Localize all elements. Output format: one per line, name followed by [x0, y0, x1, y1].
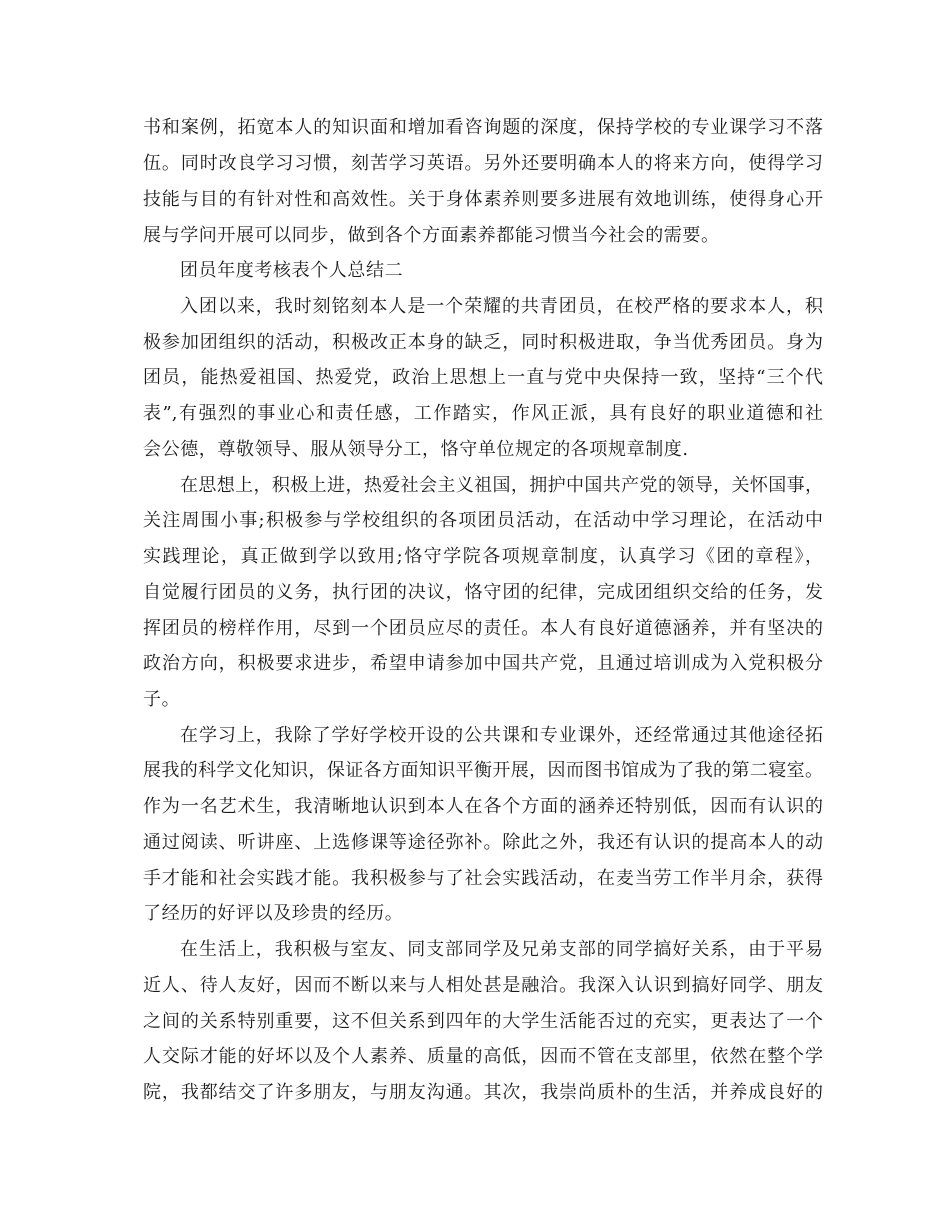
- text-line: 在学习上，我除了学好学校开设的公共课和专业课外，还经常通过其他途径拓: [180, 725, 823, 746]
- text-line: 会公德，尊敬领导、服从领导分工，恪守单位规定的各项规章制度.: [143, 439, 689, 460]
- section-heading: 团员年度考核表个人总结二: [180, 260, 404, 281]
- text-line: 人交际才能的好坏以及个人素养、质量的高低，因而不管在支部里，依然在整个学: [143, 1046, 823, 1067]
- text-line: 表”,有强烈的事业心和责任感，工作踏实，作风正派，具有良好的职业道德和社: [143, 403, 823, 424]
- text-line: 在思想上，积极上进，热爱社会主义祖国，拥护中国共产党的领导，关怀国事，: [180, 475, 823, 496]
- text-line: 展与学问开展可以同步，做到各个方面素养都能习惯当今社会的需要。: [143, 225, 720, 246]
- text-line: 挥团员的榜样作用，尽到一个团员应尽的责任。本人有良好道德涵养，并有坚决的: [143, 618, 823, 639]
- text-line: 了经历的好评以及珍贵的经历。: [143, 903, 404, 924]
- text-line: 之间的关系特别重要，这不但关系到四年的大学生活能否过的充实，更表达了一个: [143, 1011, 823, 1032]
- text-line: 展我的科学文化知识，保证各方面知识平衡开展，因而图书馆成为了我的第二寝室。: [143, 760, 823, 781]
- text-line: 通过阅读、听讲座、上选修课等途径弥补。除此之外，我还有认识的提高本人的动: [143, 832, 823, 853]
- text-line: 书和案例，拓宽本人的知识面和增加看咨询题的深度，保持学校的专业课学习不落: [143, 117, 823, 138]
- text-line: 实践理论，真正做到学以致用;恪守学院各项规章制度，认真学习《团的章程》，: [143, 546, 823, 567]
- text-line: 政治方向，积极要求进步，希望申请参加中国共产党，且通过培训成为入党积极分: [143, 653, 823, 674]
- text-line: 关注周围小事;积极参与学校组织的各项团员活动，在活动中学习理论，在活动中: [143, 510, 823, 531]
- text-line: 作为一名艺术生，我清晰地认识到本人在各个方面的涵养还特别低，因而有认识的: [143, 796, 823, 817]
- text-line: 技能与目的有针对性和高效性。关于身体素养则要多进展有效地训练，使得身心开: [143, 189, 823, 210]
- text-line: 子。: [143, 689, 181, 710]
- text-line: 自觉履行团员的义务，执行团的决议，恪守团的纪律，完成团组织交给的任务，发: [143, 582, 823, 603]
- text-line: 团员，能热爱祖国、热爱党，政治上思想上一直与党中央保持一致，坚持“三个代: [143, 367, 823, 388]
- text-line: 入团以来，我时刻铭刻本人是一个荣耀的共青团员，在校严格的要求本人，积: [180, 296, 823, 317]
- text-line: 近人、待人友好，因而不断以来与人相处甚是融洽。我深入认识到搞好同学、朋友: [143, 975, 823, 996]
- text-line: 极参加团组织的活动，积极改正本身的缺乏，同时积极进取，争当优秀团员。身为: [143, 332, 823, 353]
- text-line: 院，我都结交了许多朋友，与朋友沟通。其次，我崇尚质朴的生活，并养成良好的: [143, 1082, 823, 1103]
- text-line: 手才能和社会实践才能。我积极参与了社会实践活动，在麦当劳工作半月余，获得: [143, 868, 823, 889]
- text-line: 在生活上，我积极与室友、同支部同学及兄弟支部的同学搞好关系，由于平易: [180, 939, 823, 960]
- text-line: 伍。同时改良学习习惯，刻苦学习英语。另外还要明确本人的将来方向，使得学习: [143, 153, 823, 174]
